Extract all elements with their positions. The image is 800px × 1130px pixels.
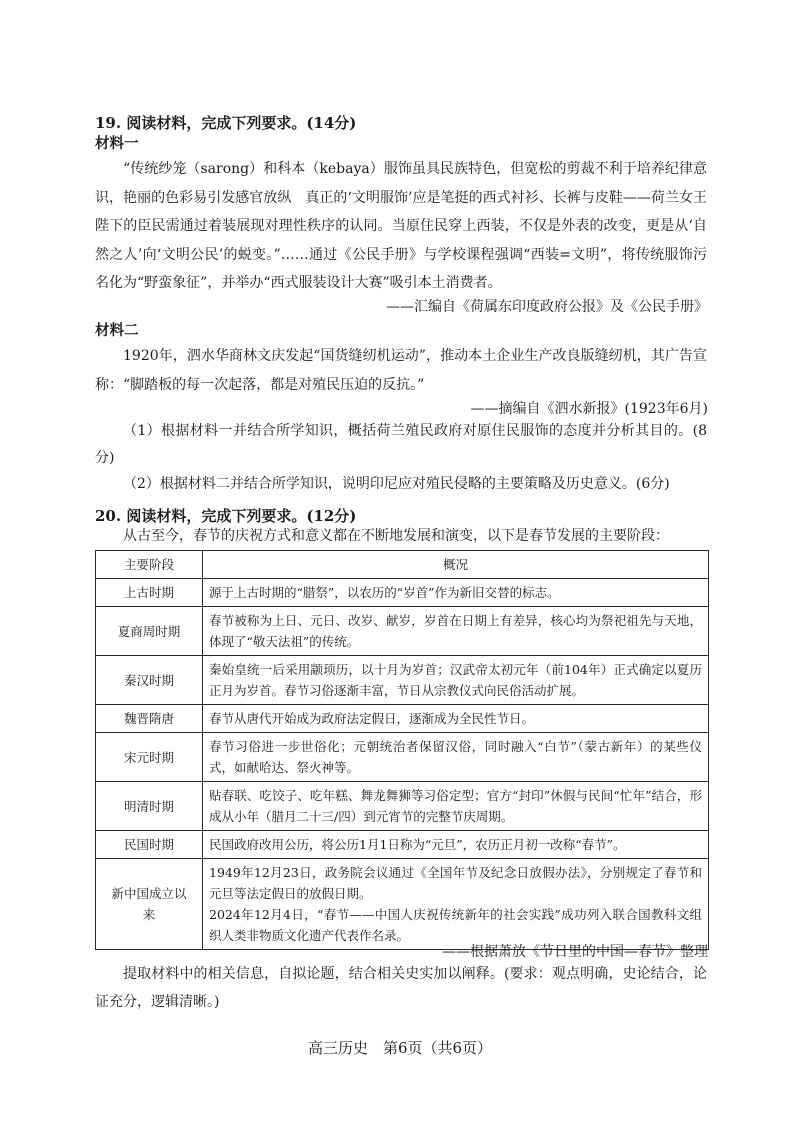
overview-paragraph: 1949年12月23日，政务院会议通过《全国年节及纪念日放假办法》，分别规定了春节和元旦等法定假日的放假日期。 — [209, 865, 702, 901]
header-overview: 概况 — [203, 551, 709, 579]
table-row — [96, 859, 709, 950]
table-row — [96, 607, 709, 656]
material-2-label: 材料二 — [95, 322, 139, 339]
question-19-task-1: （1）根据材料一并结合所学知识，概括荷兰殖民政府对原住民服饰的态度并分析其目的。(8分) — [95, 423, 707, 466]
overview-cell: 民国政府改用公历，将公历1月1日称为“元旦”，农历正月初一改称“春节”。 — [203, 831, 709, 859]
overview-cell: 春节从唐代开始成为政府法定假日，逐渐成为全民性节日。 — [203, 705, 709, 733]
question-19-title: 19. 阅读材料，完成下列要求。(14分) — [95, 114, 357, 132]
material-2-source: ——摘编自《泗水新报》(1923年6月) — [470, 401, 708, 417]
spring-festival-stages-table — [95, 550, 709, 950]
stage-cell: 魏晋隋唐 — [96, 705, 203, 733]
material-1-source: ——汇编自《荷属东印度政府公报》及《公民手册》 — [386, 299, 708, 315]
overview-cell: 秦始皇统一后采用颛顼历，以十月为岁首；汉武帝太初元年（前104年）正式确定以夏历正月为岁首。春节习俗逐渐丰富，节日从宗教仪式向民俗活动扩展。 — [203, 656, 709, 705]
material-1-text: “传统纱笼（sarong）和科本（kebaya）服饰虽具民族特色，但宽松的剪裁不利于培养纪律意识，艳丽的色彩易引发感官放纵 真正的‘文明服饰’应是笔挺的西式衬衫、长裤与皮鞋——荷兰女王陛下的臣民需通过着装展现对理性秩序的认同。当原住民穿上西装，不仅是外表的改变，更是从‘自然之人’向‘文明公民’的蜕变。”……通过《公民手册》与学校课程强调“西装=文明”，将传统服饰污名化为“野蛮象征”，并举办“西式服装设计大赛”吸引本土消费者。 — [95, 161, 707, 291]
material-1-label: 材料一 — [95, 135, 139, 152]
stage-cell: 上古时期 — [96, 579, 203, 607]
overview-cell: 春节被称为上日、元日、改岁、献岁，岁首在日期上有差异，核心均为祭祀祖先与天地，体现了“敬天法祖”的传统。 — [203, 607, 709, 656]
table-row — [96, 782, 709, 831]
overview-paragraph: 2024年12月4日，“春节——中国人庆祝传统新年的社会实践”成功列入联合国教科文组织人类非物质文化遗产代表作名录。 — [209, 907, 702, 943]
overview-cell: 春节习俗进一步世俗化；元朝统治者保留汉俗，同时融入“白节”（蒙古新年）的某些仪式，如献哈达、祭火神等。 — [203, 733, 709, 782]
table-row — [96, 705, 709, 733]
question-20-intro: 从古至今，春节的庆祝方式和意义都在不断地发展和演变，以下是春节发展的主要阶段： — [123, 528, 669, 544]
stage-cell: 新中国成立以来 — [96, 859, 203, 950]
table-header-row — [96, 551, 709, 579]
table-row — [96, 579, 709, 607]
stage-cell: 秦汉时期 — [96, 656, 203, 705]
question-19-task-2: （2）根据材料二并结合所学知识，说明印尼应对殖民侵略的主要策略及历史意义。(6分) — [123, 476, 670, 492]
question-20-source: ——根据萧放《节日里的中国—春节》整理 — [442, 944, 708, 960]
table-row — [96, 831, 709, 859]
overview-cell: 源于上古时期的“腊祭”，以农历的“岁首”作为新旧交替的标志。 — [203, 579, 709, 607]
overview-cell: 贴春联、吃饺子、吃年糕、舞龙舞狮等习俗定型；官方“封印”休假与民间“忙年”结合，形成从小年（腊月二十三/四）到元宵节的完整节庆周期。 — [203, 782, 709, 831]
stage-cell: 夏商周时期 — [96, 607, 203, 656]
header-stage: 主要阶段 — [96, 551, 203, 579]
stage-cell: 明清时期 — [96, 782, 203, 831]
table-row — [96, 656, 709, 705]
question-20-task: 提取材料中的相关信息，自拟论题，结合相关史实加以阐释。(要求：观点明确，史论结合，论证充分，逻辑清晰。) — [95, 966, 707, 1010]
overview-cell — [203, 859, 709, 950]
material-2-text: 1920年，泗水华商林文庆发起“国货缝纫机运动”，推动本土企业生产改良版缝纫机，其广告宣称：“脚踏板的每一次起落，都是对殖民压迫的反抗。” — [95, 348, 707, 393]
table-row — [96, 733, 709, 782]
page-footer: 高三历史 第6页（共6页） — [307, 1039, 493, 1057]
stage-cell: 宋元时期 — [96, 733, 203, 782]
stage-cell: 民国时期 — [96, 831, 203, 859]
question-20-title: 20. 阅读材料，完成下列要求。(12分) — [95, 507, 357, 525]
